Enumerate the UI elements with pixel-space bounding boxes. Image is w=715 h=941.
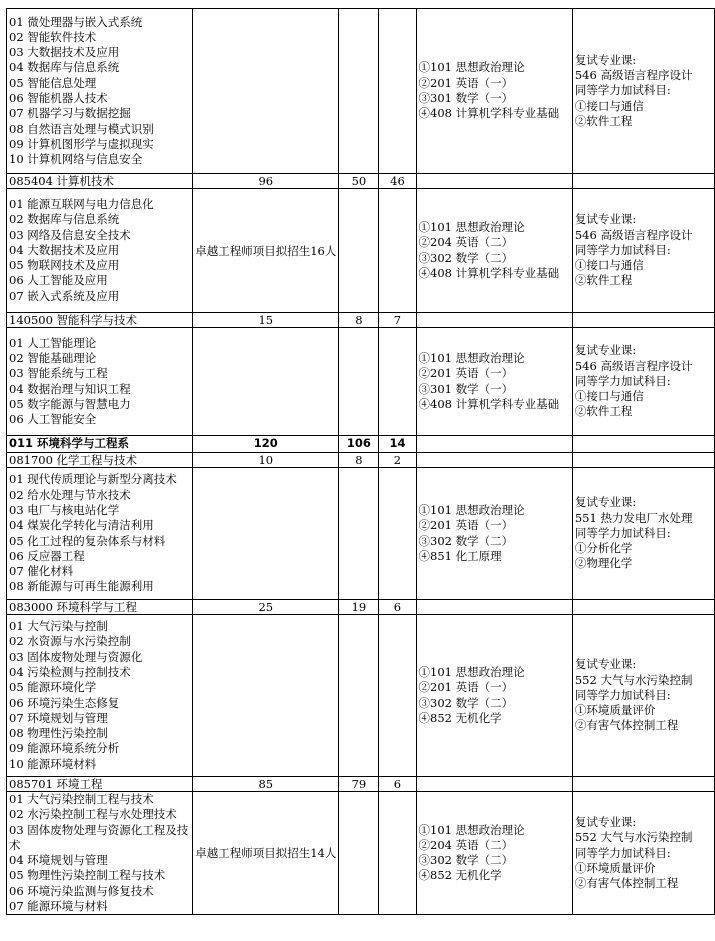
- direction: 06 智能机器人技术: [9, 91, 108, 105]
- direction: 10 能源环境材料: [9, 756, 97, 771]
- retest-line: 复试专业课:: [574, 814, 637, 829]
- direction: 03 固体废物处理与资源化: [9, 649, 143, 664]
- exam-subject: ③301 数学（一）: [418, 381, 514, 396]
- department-row: [7, 436, 715, 453]
- empty-cell: [416, 313, 572, 328]
- retest-line: ①接口与通信: [574, 258, 644, 273]
- total-quota: 15: [193, 313, 339, 328]
- direction: 05 数字能源与智慧电力: [9, 396, 131, 411]
- directions-cell: [7, 189, 193, 313]
- direction: 01 微处理器与嵌入式系统: [9, 14, 143, 29]
- directions-row: [7, 9, 715, 174]
- note-cell: [193, 9, 339, 174]
- exam-subject: ④408 计算机学科专业基础: [418, 265, 560, 280]
- direction: 05 化工过程的复杂体系与材料: [9, 533, 166, 548]
- retest-line: 同等学力加试科目:: [574, 83, 671, 98]
- direction: 01 大气污染控制工程与技术: [9, 792, 154, 806]
- exam-subject: ④851 化工原理: [418, 548, 502, 563]
- direction: 03 固体废物处理与资源化工程及技术: [9, 822, 189, 852]
- empty-cell: [416, 453, 572, 468]
- total-quota: 25: [193, 600, 339, 615]
- note-cell: 卓越工程师项目拟招生14人: [193, 792, 339, 915]
- direction: 03 电厂与核电站化学: [9, 502, 120, 517]
- exam-subjects-cell: [416, 328, 572, 436]
- retest-cell: [572, 9, 714, 174]
- exam-subject: ②201 英语（一）: [418, 518, 514, 533]
- direction: 02 水资源与水污染控制: [9, 634, 131, 649]
- exam-subject: ③302 数学（二）: [418, 853, 514, 868]
- direction: 09 计算机图形学与虚拟现实: [9, 136, 154, 151]
- direction: 06 人工智能及应用: [9, 273, 108, 288]
- exam-subject: ③301 数学（一）: [418, 91, 514, 105]
- exam-quota: 6: [379, 777, 416, 792]
- exam-subject: ②201 英语（一）: [418, 680, 514, 695]
- retest-line: ②有害气体控制工程: [574, 876, 679, 891]
- note-cell: [193, 328, 339, 436]
- exam-quota: 14: [379, 436, 416, 453]
- major-row: [7, 453, 715, 468]
- direction: 07 催化材料: [9, 564, 74, 579]
- retest-line: ②有害气体控制工程: [574, 718, 679, 733]
- direction: 06 人工智能安全: [9, 412, 97, 427]
- exam-subject: ②204 英语（二）: [418, 235, 514, 250]
- recommend-quota: 19: [339, 600, 379, 615]
- direction: 04 数据治理与知识工程: [9, 381, 131, 396]
- directions-row: [7, 328, 715, 436]
- exam-subject: ④852 无机化学: [418, 710, 502, 725]
- empty-cell: [572, 174, 714, 189]
- retest-line: 552 大气与水污染控制: [574, 672, 693, 687]
- direction: 05 能源环境化学: [9, 680, 97, 695]
- department-name: 011 环境科学与工程系: [7, 436, 193, 453]
- direction: 04 数据库与信息系统: [9, 60, 120, 75]
- recommend-quota: 8: [339, 453, 379, 468]
- recommend-quota: 106: [339, 436, 379, 453]
- retest-line: 同等学力加试科目:: [574, 845, 671, 860]
- total-quota: 120: [193, 436, 339, 453]
- direction: 07 嵌入式系统及应用: [9, 288, 120, 303]
- directions-cell: [7, 615, 193, 777]
- empty-cell: [379, 328, 416, 436]
- direction: 04 大数据技术及应用: [9, 242, 120, 257]
- total-quota: 85: [193, 777, 339, 792]
- empty-cell: [572, 313, 714, 328]
- direction: 02 智能软件技术: [9, 29, 97, 44]
- direction: 02 给水处理与节水技术: [9, 487, 131, 502]
- exam-subjects-cell: [416, 189, 572, 313]
- direction: 07 环境规划与管理: [9, 710, 108, 725]
- retest-line: 552 大气与水污染控制: [574, 830, 693, 845]
- direction: 06 环境污染监测与修复技术: [9, 883, 154, 898]
- retest-line: 复试专业课:: [574, 52, 637, 67]
- direction: 01 大气污染与控制: [9, 619, 108, 634]
- empty-cell: [379, 468, 416, 600]
- exam-subjects-cell: [416, 9, 572, 174]
- direction: 04 污染检测与控制技术: [9, 664, 131, 679]
- direction: 05 物联网技术及应用: [9, 258, 120, 273]
- direction: 05 智能信息处理: [9, 75, 97, 90]
- retest-cell: [572, 328, 714, 436]
- retest-line: ②软件工程: [574, 404, 633, 419]
- exam-subject: ④408 计算机学科专业基础: [418, 106, 560, 121]
- exam-subject: ①101 思想政治理论: [418, 822, 525, 837]
- exam-subject: ①101 思想政治理论: [418, 664, 525, 679]
- retest-line: 546 高级语言程序设计: [574, 68, 693, 83]
- empty-cell: [339, 328, 379, 436]
- exam-subject: ①101 思想政治理论: [418, 502, 525, 517]
- direction: 10 计算机网络与信息安全: [9, 152, 143, 167]
- empty-cell: [572, 436, 714, 453]
- directions-cell: [7, 792, 193, 915]
- directions-row: [7, 468, 715, 600]
- retest-line: 同等学力加试科目:: [574, 373, 671, 388]
- exam-quota: 46: [379, 174, 416, 189]
- exam-subject: ③302 数学（二）: [418, 250, 514, 265]
- retest-line: ②软件工程: [574, 273, 633, 288]
- direction: 03 大数据技术及应用: [9, 45, 120, 60]
- retest-line: 546 高级语言程序设计: [574, 358, 693, 373]
- major-name: 085404 计算机技术: [7, 174, 193, 189]
- retest-line: ①接口与通信: [574, 389, 644, 404]
- directions-cell: [7, 9, 193, 174]
- direction: 08 物理性污染控制: [9, 726, 108, 741]
- exam-subject: ④852 无机化学: [418, 868, 502, 883]
- exam-subject: ③302 数学（二）: [418, 533, 514, 548]
- empty-cell: [416, 174, 572, 189]
- direction: 02 数据库与信息系统: [9, 212, 120, 227]
- direction: 07 能源环境与材料: [9, 899, 108, 914]
- note-cell: 卓越工程师项目拟招生16人: [193, 189, 339, 313]
- empty-cell: [379, 189, 416, 313]
- exam-subject: ①101 思想政治理论: [418, 219, 525, 234]
- empty-cell: [339, 615, 379, 777]
- major-row: [7, 600, 715, 615]
- directions-row: [7, 792, 715, 915]
- major-row: [7, 777, 715, 792]
- exam-subject: ②201 英语（一）: [418, 75, 514, 90]
- retest-cell: [572, 189, 714, 313]
- exam-quota: 6: [379, 600, 416, 615]
- exam-subjects-cell: [416, 468, 572, 600]
- major-row: [7, 313, 715, 328]
- exam-subject: ③302 数学（二）: [418, 695, 514, 710]
- direction: 02 水污染控制工程与水处理技术: [9, 807, 177, 822]
- direction: 01 人工智能理论: [9, 335, 97, 350]
- retest-line: 同等学力加试科目:: [574, 525, 671, 540]
- retest-line: 复试专业课:: [574, 343, 637, 358]
- retest-line: ②物理化学: [574, 556, 633, 571]
- direction: 06 反应器工程: [9, 548, 85, 563]
- empty-cell: [379, 9, 416, 174]
- retest-line: ①环境质量评价: [574, 703, 656, 718]
- directions-cell: [7, 328, 193, 436]
- retest-line: 同等学力加试科目:: [574, 242, 671, 257]
- direction: 08 自然语言处理与模式识别: [9, 121, 154, 136]
- empty-cell: [572, 777, 714, 792]
- exam-subjects-cell: [416, 792, 572, 915]
- total-quota: 10: [193, 453, 339, 468]
- retest-line: 复试专业课:: [574, 495, 637, 510]
- exam-quota: 2: [379, 453, 416, 468]
- directions-cell: [7, 468, 193, 600]
- empty-cell: [572, 600, 714, 615]
- empty-cell: [339, 9, 379, 174]
- direction: 07 机器学习与数据挖掘: [9, 106, 131, 121]
- empty-cell: [416, 436, 572, 453]
- direction: 01 现代传质理论与新型分离技术: [9, 472, 177, 487]
- retest-line: ①接口与通信: [574, 98, 644, 113]
- retest-line: 复试专业课:: [574, 657, 637, 672]
- note-cell: [193, 468, 339, 600]
- direction: 02 智能基础理论: [9, 350, 97, 365]
- empty-cell: [339, 189, 379, 313]
- directions-row: [7, 615, 715, 777]
- direction: 05 物理性污染控制工程与技术: [9, 868, 166, 883]
- direction: 08 新能源与可再生能源利用: [9, 579, 154, 594]
- direction: 09 能源环境系统分析: [9, 741, 120, 756]
- empty-cell: [416, 777, 572, 792]
- retest-line: ②软件工程: [574, 113, 633, 128]
- admissions-table: [6, 8, 715, 915]
- retest-cell: [572, 468, 714, 600]
- major-name: 085701 环境工程: [7, 777, 193, 792]
- empty-cell: [572, 453, 714, 468]
- directions-row: [7, 189, 715, 313]
- direction: 01 能源互联网与电力信息化: [9, 196, 154, 211]
- retest-cell: [572, 792, 714, 915]
- total-quota: 96: [193, 174, 339, 189]
- retest-line: 551 热力发电厂水处理: [574, 510, 693, 525]
- major-name: 081700 化学工程与技术: [7, 453, 193, 468]
- retest-line: 复试专业课:: [574, 212, 637, 227]
- major-row: [7, 174, 715, 189]
- exam-subject: ①101 思想政治理论: [418, 60, 525, 75]
- recommend-quota: 79: [339, 777, 379, 792]
- empty-cell: [416, 600, 572, 615]
- note-cell: [193, 615, 339, 777]
- direction: 06 环境污染生态修复: [9, 695, 120, 710]
- exam-subject: ④408 计算机学科专业基础: [418, 396, 560, 411]
- exam-quota: 7: [379, 313, 416, 328]
- exam-subject: ①101 思想政治理论: [418, 350, 525, 365]
- direction: 03 智能系统与工程: [9, 366, 108, 381]
- retest-line: ①分析化学: [574, 541, 633, 556]
- retest-line: 546 高级语言程序设计: [574, 227, 693, 242]
- exam-subject: ②201 英语（一）: [418, 366, 514, 381]
- empty-cell: [379, 792, 416, 915]
- major-name: 140500 智能科学与技术: [7, 313, 193, 328]
- empty-cell: [339, 468, 379, 600]
- direction: 04 环境规划与管理: [9, 853, 108, 868]
- retest-line: 同等学力加试科目:: [574, 687, 671, 702]
- exam-subjects-cell: [416, 615, 572, 777]
- exam-subject: ②204 英语（二）: [418, 837, 514, 852]
- direction: 04 煤炭化学转化与清洁利用: [9, 518, 154, 533]
- major-name: 083000 环境科学与工程: [7, 600, 193, 615]
- empty-cell: [339, 792, 379, 915]
- retest-cell: [572, 615, 714, 777]
- retest-line: ①环境质量评价: [574, 860, 656, 875]
- direction: 03 网络及信息安全技术: [9, 227, 131, 242]
- recommend-quota: 8: [339, 313, 379, 328]
- empty-cell: [379, 615, 416, 777]
- recommend-quota: 50: [339, 174, 379, 189]
